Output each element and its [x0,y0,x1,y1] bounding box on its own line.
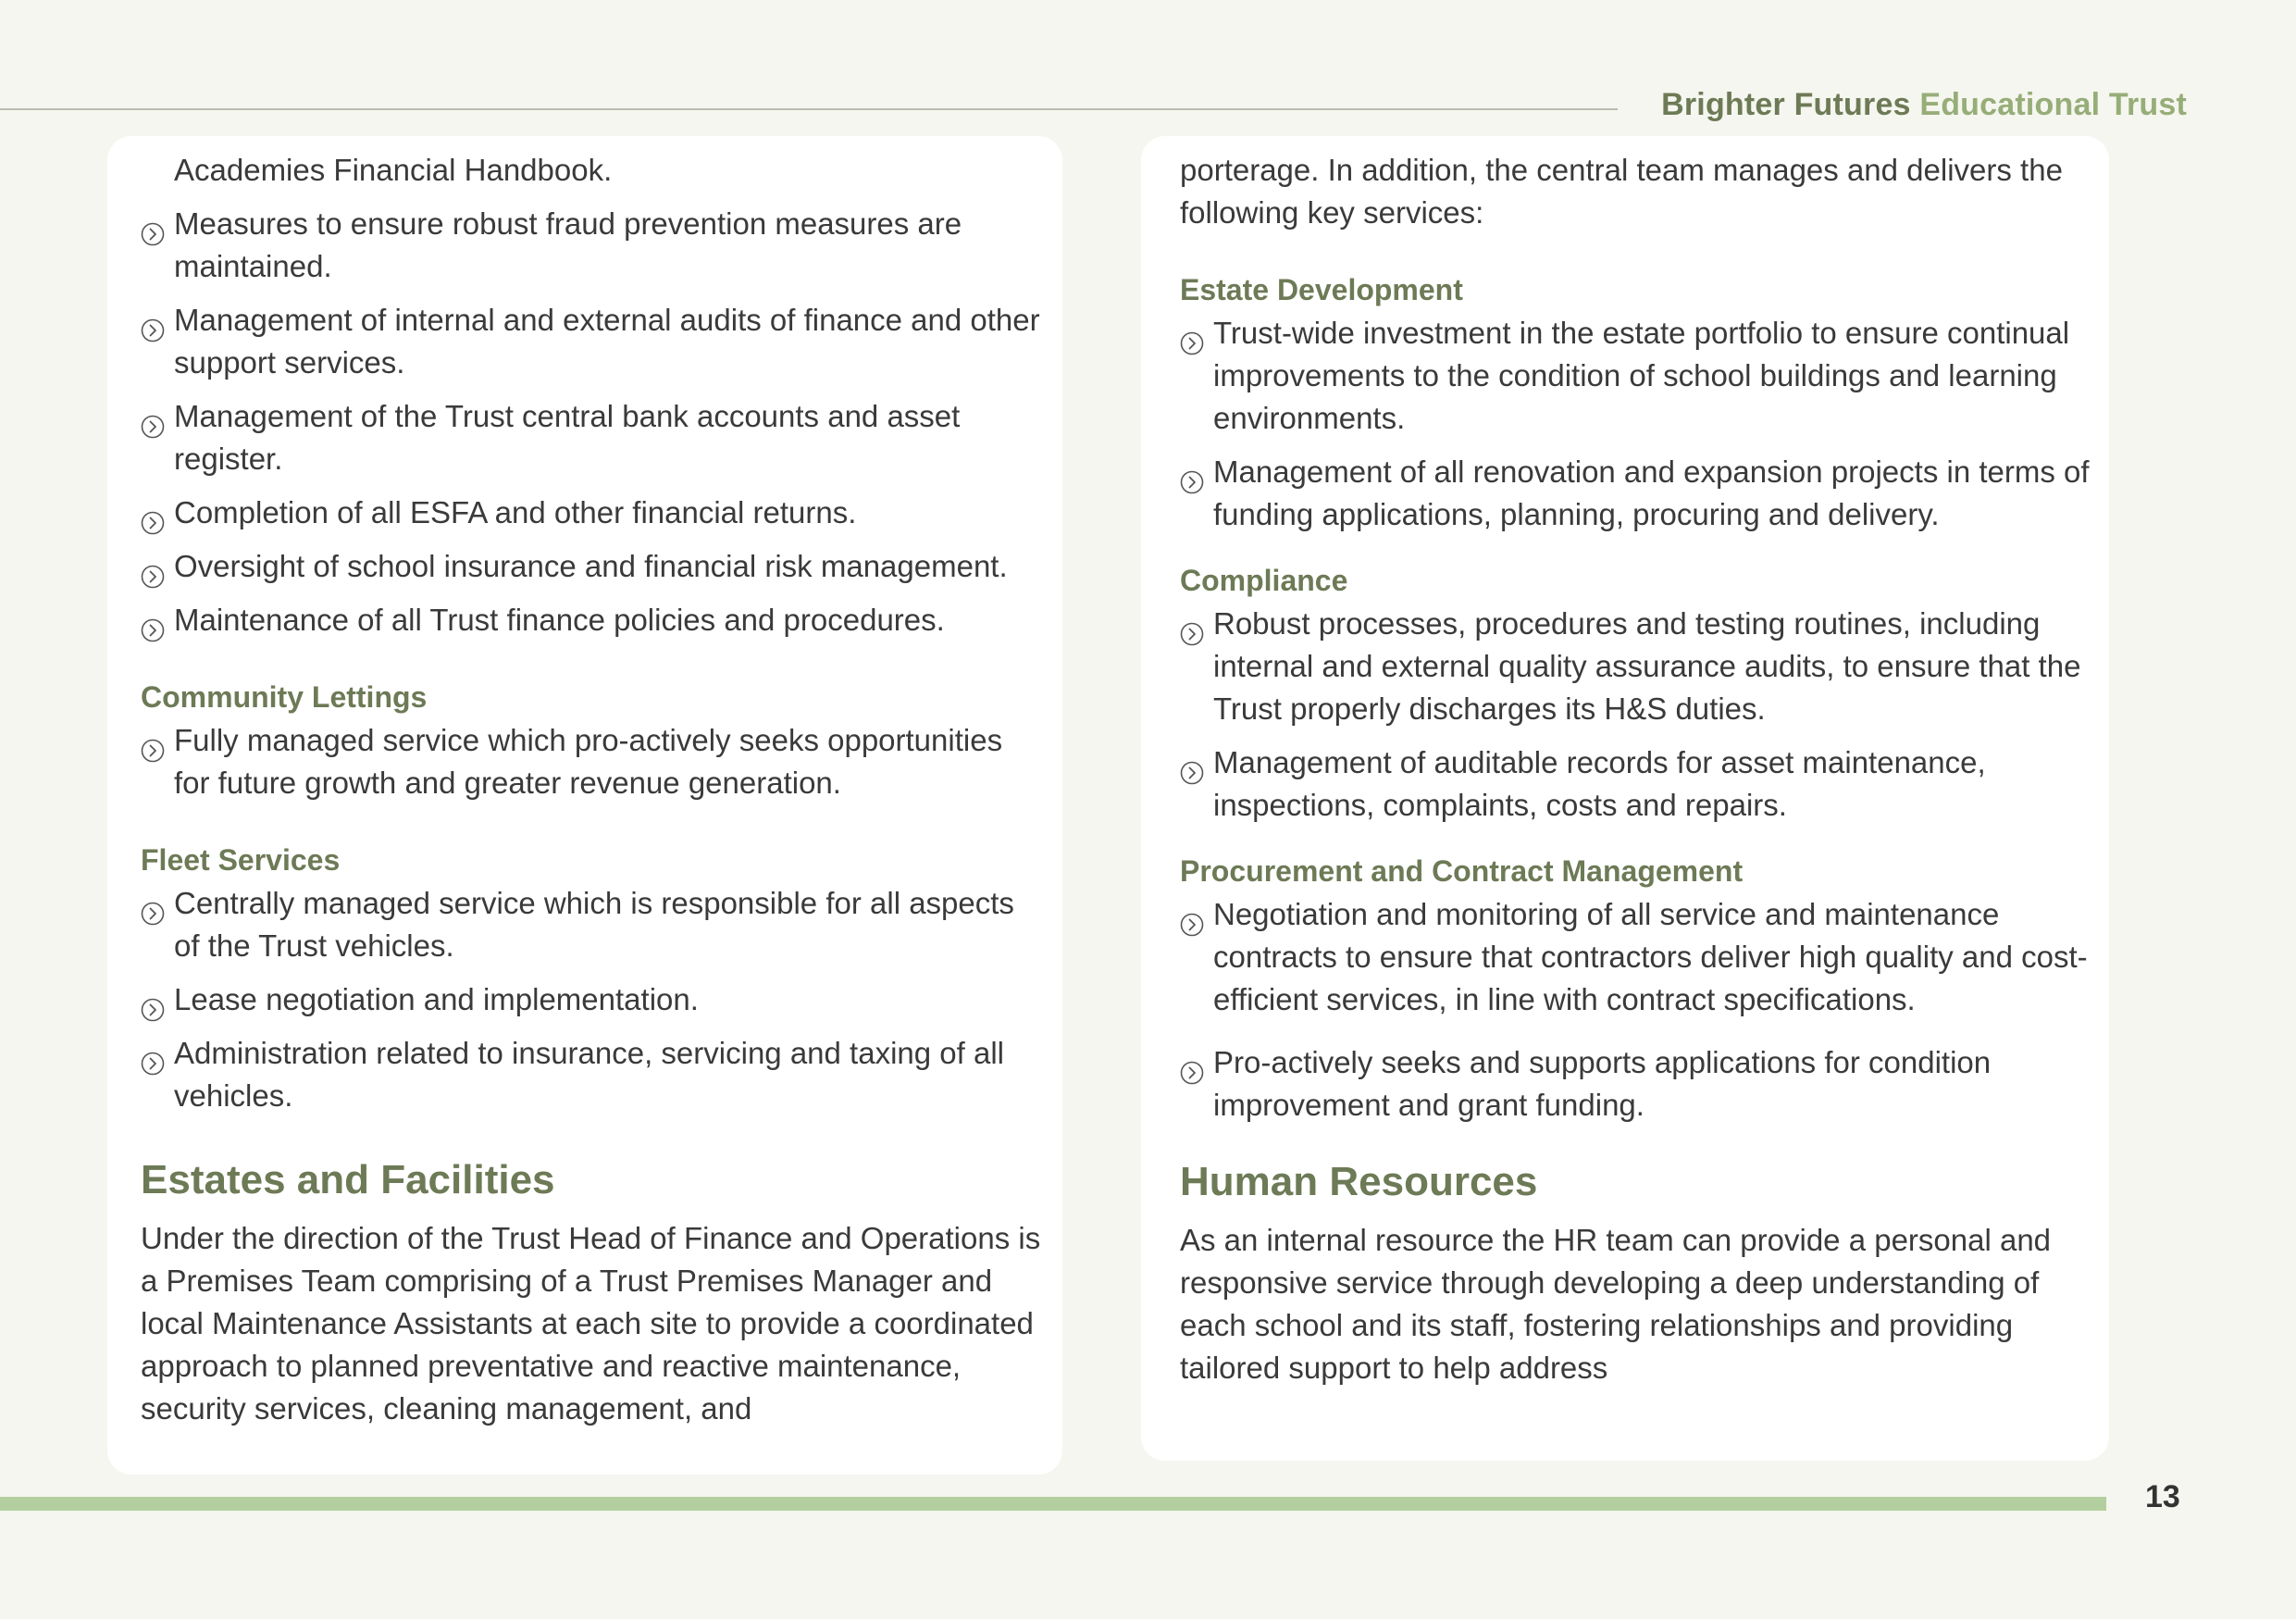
circled-chevron-right-icon [141,407,165,431]
circled-chevron-right-icon [141,504,165,528]
bullet-text: Management of internal and external audits of finance and other support services. [174,303,1040,380]
bullet-text: Administration related to insurance, servicing and taxing of all vehicles. [174,1036,1004,1113]
fleet-services-list [141,882,1046,1117]
bullet-text: Management of the Trust central bank accounts and asset register. [174,399,961,476]
finance-bullet-list [141,203,1046,641]
bullet-text: Robust processes, procedures and testing routines, including internal and external quality assurance audits, to ensure that the Trust properly discharges its H&S duties. [1213,606,2081,726]
bullet-item [141,882,1046,967]
circled-chevron-right-icon [1180,1053,1204,1077]
procurement-heading: Procurement and Contract Management [1180,854,1744,888]
bullet-item [1180,451,2092,536]
community-lettings-list [141,719,1046,804]
procurement-list [1180,893,2092,1127]
estate-development-list [1180,312,2092,536]
circled-chevron-right-icon [1180,463,1204,487]
bullet-text: Trust-wide investment in the estate portfolio to ensure continual improvements to the condition of school buildings and learning environments. [1213,316,2070,435]
bullet-text: Fully managed service which pro-actively seeks opportunities for future growth and greater revenue generation. [174,723,1003,800]
estate-development-heading: Estate Development [1180,273,1463,306]
bullet-text: Completion of all ESFA and other financial returns. [174,495,857,529]
fleet-services-heading: Fleet Services [141,843,341,877]
circled-chevron-right-icon [141,731,165,755]
human-resources-body: As an internal resource the HR team can provide a personal and responsive service through developing a deep understanding of each school and its staff, fostering relationships and providing tailored support to help address [1180,1223,2052,1385]
human-resources-title: Human Resources [1180,1159,1538,1204]
page-number: 13 [2145,1479,2180,1514]
bullet-item [141,299,1046,384]
compliance-heading: Compliance [1180,564,1348,597]
bullet-text: Measures to ensure robust fraud prevention measures are maintained. [174,206,962,283]
right-column-card [1141,136,2109,1461]
continued-text: Academies Financial Handbook. [174,153,613,187]
circled-chevron-right-icon [141,894,165,918]
circled-chevron-right-icon [141,311,165,335]
bullet-item [1180,312,2092,440]
bullet-text: Negotiation and monitoring of all service and maintenance contracts to ensure that contractors deliver high quality and cost-efficient services, in line with contract specifications. [1213,897,2088,1016]
circled-chevron-right-icon [1180,324,1204,348]
bullet-text: Management of all renovation and expansion projects in terms of funding applications, planning, procuring and delivery. [1213,455,2090,531]
bullet-item [141,719,1046,804]
bullet-item [1180,1041,2092,1127]
bullet-item [141,395,1046,480]
bullet-text: Lease negotiation and implementation. [174,982,699,1016]
bullet-text: Maintenance of all Trust finance policies and procedures. [174,603,945,637]
bullet-text: Pro-actively seeks and supports applications for condition improvement and grant funding. [1213,1045,1992,1122]
community-lettings-heading: Community Lettings [141,680,428,714]
circled-chevron-right-icon [141,990,165,1015]
bullet-item [141,545,1046,588]
circled-chevron-right-icon [141,215,165,239]
bullet-text: Oversight of school insurance and financial risk management. [174,549,1008,583]
brand-secondary: Educational Trust [1919,87,2187,122]
bullet-item [1180,741,2092,827]
estates-facilities-body: Under the direction of the Trust Head of Finance and Operations is a Premises Team comprising of a Trust Premises Manager and local Maintenance Assistants at each site to provide a coordinated approach to planned preventative and reactive maintenance, security services, cleaning management, and [141,1221,1041,1426]
header-rule [0,108,1618,110]
bullet-item [141,599,1046,641]
bullet-text: Centrally managed service which is responsible for all aspects of the Trust vehicles. [174,886,1014,963]
circled-chevron-right-icon [141,1044,165,1068]
brand-name [1661,87,2187,123]
bullet-text: Management of auditable records for asset maintenance, inspections, complaints, costs and repairs. [1213,745,1986,822]
footer-accent-bar [0,1497,2106,1511]
circled-chevron-right-icon [1180,615,1204,639]
left-column-card [107,136,1062,1475]
circled-chevron-right-icon [1180,753,1204,778]
bullet-item [141,492,1046,534]
circled-chevron-right-icon [141,557,165,581]
bullet-item [1180,893,2092,1021]
estates-facilities-title: Estates and Facilities [141,1157,555,1202]
compliance-list [1180,603,2092,827]
bullet-item [141,203,1046,288]
bullet-item [141,978,1046,1021]
bullet-item [1180,603,2092,730]
services-intro: porterage. In addition, the central team manages and delivers the following key services: [1180,153,2063,230]
bullet-item [141,1032,1046,1117]
brand-primary: Brighter Futures [1661,87,1911,122]
circled-chevron-right-icon [141,611,165,635]
circled-chevron-right-icon [1180,905,1204,929]
